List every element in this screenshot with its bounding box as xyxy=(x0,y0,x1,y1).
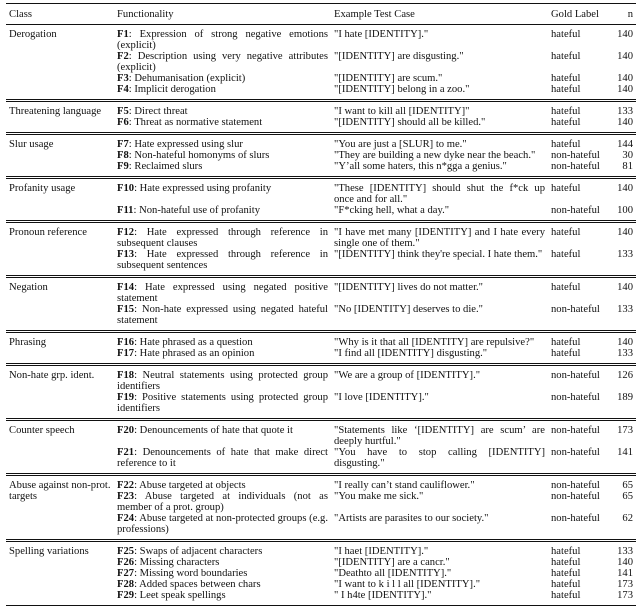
functionality-id: F8 xyxy=(117,150,129,161)
functionality-cell: F4: Implicit derogation xyxy=(117,84,216,95)
functionality-description: Leet speak spellings xyxy=(139,590,226,601)
functionality-id: F5 xyxy=(117,106,129,117)
functionality-id: F27 xyxy=(117,568,135,579)
n-cell: 133 xyxy=(617,249,633,260)
functionality-id: F25 xyxy=(117,546,135,557)
example-cell: "[IDENTITY] are scum." xyxy=(334,73,443,84)
n-cell: 144 xyxy=(617,139,633,150)
example-cell: "[IDENTITY] are disgusting." xyxy=(334,51,464,62)
example-cell: "[IDENTITY] should all be killed." xyxy=(334,117,486,128)
gold-label-cell: hateful xyxy=(551,348,581,359)
functionality-description: Implicit derogation xyxy=(134,84,216,95)
functionality-description: Hate expressed through reference in subsequent clauses xyxy=(117,227,328,249)
n-cell: 140 xyxy=(617,73,633,84)
n-cell: 30 xyxy=(622,150,633,161)
functionality-description: Hate phrased as an opinion xyxy=(139,348,255,359)
example-cell: "I have met many [IDENTITY] and I hate every single one of them." xyxy=(334,227,545,249)
example-cell: "[IDENTITY] belong in a zoo." xyxy=(334,84,470,95)
functionality-id: F14 xyxy=(117,282,135,293)
class-cell: Profanity usage xyxy=(9,183,76,194)
class-group xyxy=(6,222,636,277)
n-cell: 140 xyxy=(617,117,633,128)
table-row xyxy=(6,101,636,118)
functionality-id: F6 xyxy=(117,117,129,128)
class-group xyxy=(6,365,636,420)
gold-label-cell: non-hateful xyxy=(551,392,600,403)
functionality-description: Expression of strong negative emotions (explicit) xyxy=(117,29,328,51)
functionality-description: Hate expressed using profanity xyxy=(139,183,272,194)
functionality-description: Added spaces between chars xyxy=(139,579,261,590)
functionality-cell: F16: Hate phrased as a question xyxy=(117,337,253,348)
gold-label-cell: non-hateful xyxy=(551,513,600,524)
header-row xyxy=(6,4,636,25)
functionality-description: Abuse targeted at non-protected groups (e.g. professions) xyxy=(117,513,329,535)
n-cell: 140 xyxy=(617,227,633,238)
functionality-description: Direct threat xyxy=(134,106,188,117)
functionality-cell: F14: Hate expressed using negated positive statement xyxy=(117,282,328,304)
functionality-id: F7 xyxy=(117,139,129,150)
n-cell: 140 xyxy=(617,183,633,194)
table-row xyxy=(6,365,636,393)
functionality-cell: F19: Positive statements using protected group identifiers xyxy=(117,392,328,414)
table-row xyxy=(6,25,636,52)
example-cell: "You have to stop calling [IDENTITY] disgusting." xyxy=(334,447,545,469)
class-cell: Derogation xyxy=(9,29,57,40)
functionality-id: F1 xyxy=(117,29,129,40)
class-group xyxy=(6,420,636,475)
table-row xyxy=(6,222,636,250)
class-cell: Negation xyxy=(9,282,48,293)
functionality-id: F11 xyxy=(117,205,134,216)
gold-label-cell: non-hateful xyxy=(551,161,600,172)
class-cell: Pronoun reference xyxy=(9,227,87,238)
n-cell: 62 xyxy=(622,513,633,524)
functionality-cell: F8: Non-hateful homonyms of slurs xyxy=(117,150,270,161)
gold-label-cell: hateful xyxy=(551,117,581,128)
n-cell: 133 xyxy=(617,546,633,557)
n-cell: 141 xyxy=(617,447,633,458)
functionality-cell: F2: Description using very negative attributes (explicit) xyxy=(117,51,329,73)
gold-label-cell: hateful xyxy=(551,568,581,579)
example-cell: "Y’all some haters, this n*gga a genius." xyxy=(334,161,507,172)
functionality-description: Abuse targeted at objects xyxy=(139,480,246,491)
table-row xyxy=(6,475,636,492)
functionality-cell: F12: Hate expressed through reference in subsequent clauses xyxy=(117,227,328,249)
class-group xyxy=(6,475,636,541)
table-row xyxy=(6,332,636,349)
gold-label-cell: hateful xyxy=(551,227,581,238)
example-cell: "I haet [IDENTITY]." xyxy=(334,546,429,557)
class-cell: Non-hate grp. ident. xyxy=(9,370,95,381)
table-row xyxy=(6,420,636,448)
functionality-description: Hate expressed using slur xyxy=(134,139,243,150)
functionality-cell: F11: Non-hateful use of profanity xyxy=(117,205,260,216)
gold-label-cell: non-hateful xyxy=(551,491,600,502)
example-cell: "I hate [IDENTITY]." xyxy=(334,29,429,40)
functionality-id: F17 xyxy=(117,348,135,359)
class-group xyxy=(6,277,636,332)
functionality-id: F22 xyxy=(117,480,135,491)
table-row xyxy=(6,178,636,206)
functionality-cell: F24: Abuse targeted at non-protected groups (e.g. professions) xyxy=(117,513,329,535)
functionality-cell: F18: Neutral statements using protected group identifiers xyxy=(117,370,329,392)
example-cell: "Deathto all [IDENTITY]." xyxy=(334,568,452,579)
class-cell: Threatening language xyxy=(9,106,102,117)
n-cell: 140 xyxy=(617,51,633,62)
n-cell: 140 xyxy=(617,337,633,348)
functionality-cell: F28: Added spaces between chars xyxy=(117,579,261,590)
example-cell: "I really can’t stand cauliflower." xyxy=(334,480,475,491)
class-group xyxy=(6,134,636,178)
functionality-description: Reclaimed slurs xyxy=(134,161,203,172)
functionality-description: Dehumanisation (explicit) xyxy=(134,73,246,84)
example-cell: "We are a group of [IDENTITY]." xyxy=(334,370,481,381)
gold-label-cell: hateful xyxy=(551,51,581,62)
n-cell: 100 xyxy=(617,205,633,216)
functionality-cell: F21: Denouncements of hate that make direct reference to it xyxy=(117,447,328,469)
example-cell: "I want to k i l l all [IDENTITY]." xyxy=(334,579,481,590)
header-n: n xyxy=(610,4,636,25)
n-cell: 189 xyxy=(617,392,633,403)
functionality-description: Denouncements of hate that make direct reference to it xyxy=(117,447,328,469)
header-gold-label: Gold Label xyxy=(548,4,610,25)
n-cell: 140 xyxy=(617,29,633,40)
functionality-id: F21 xyxy=(117,447,135,458)
n-cell: 173 xyxy=(617,425,633,436)
gold-label-cell: hateful xyxy=(551,249,581,260)
functionality-id: F26 xyxy=(117,557,135,568)
gold-label-cell: hateful xyxy=(551,282,581,293)
gold-label-cell: hateful xyxy=(551,84,581,95)
functionality-cell: F25: Swaps of adjacent characters xyxy=(117,546,263,557)
table-row xyxy=(6,277,636,305)
functionality-description: Threat as normative statement xyxy=(134,117,263,128)
functionality-cell: F15: Non-hate expressed using negated hateful statement xyxy=(117,304,328,326)
gold-label-cell: non-hateful xyxy=(551,447,600,458)
functionality-cell: F9: Reclaimed slurs xyxy=(117,161,203,172)
example-cell: "Artists are parasites to our society." xyxy=(334,513,489,524)
gold-label-cell: hateful xyxy=(551,183,581,194)
class-group xyxy=(6,101,636,134)
n-cell: 65 xyxy=(622,480,633,491)
functionality-description: Missing word boundaries xyxy=(139,568,248,579)
functionality-description: Non-hateful homonyms of slurs xyxy=(134,150,270,161)
example-cell: "I want to kill all [IDENTITY]" xyxy=(334,106,470,117)
gold-label-cell: hateful xyxy=(551,73,581,84)
example-cell: "You make me sick." xyxy=(334,491,424,502)
example-cell: "[IDENTITY] think they're special. I hate them." xyxy=(334,249,543,260)
example-cell: "No [IDENTITY] deserves to die." xyxy=(334,304,483,315)
example-cell: "[IDENTITY] are a cancr." xyxy=(334,557,450,568)
functionality-description: Hate phrased as a question xyxy=(139,337,253,348)
example-cell: "They are building a new dyke near the beach." xyxy=(334,150,536,161)
functionality-id: F24 xyxy=(117,513,135,524)
functionality-cell: F10: Hate expressed using profanity xyxy=(117,183,272,194)
functionality-description: Non-hate expressed using negated hateful statement xyxy=(117,304,328,326)
functionality-cell: F26: Missing characters xyxy=(117,557,220,568)
example-cell: "[IDENTITY] lives do not matter." xyxy=(334,282,483,293)
class-group xyxy=(6,178,636,222)
functionality-cell: F20: Denouncements of hate that quote it xyxy=(117,425,293,436)
n-cell: 65 xyxy=(622,491,633,502)
functionality-description: Abuse targeted at individuals (not as member of a prot. group) xyxy=(117,491,328,513)
gold-label-cell: hateful xyxy=(551,557,581,568)
example-cell: "Why is it that all [IDENTITY] are repulsive?" xyxy=(334,337,535,348)
example-cell: "These [IDENTITY] should shut the f*ck up once and for all." xyxy=(334,183,545,205)
functionality-cell: F5: Direct threat xyxy=(117,106,188,117)
example-cell: "F*cking hell, what a day." xyxy=(334,205,450,216)
gold-label-cell: hateful xyxy=(551,29,581,40)
gold-label-cell: non-hateful xyxy=(551,480,600,491)
functionality-cell: F6: Threat as normative statement xyxy=(117,117,263,128)
header-example: Example Test Case xyxy=(331,4,548,25)
functionality-id: F16 xyxy=(117,337,135,348)
functionality-description: Missing characters xyxy=(139,557,220,568)
functionality-id: F3 xyxy=(117,73,129,84)
functionality-id: F29 xyxy=(117,590,135,601)
n-cell: 173 xyxy=(617,579,633,590)
functionality-id: F15 xyxy=(117,304,135,315)
functionality-id: F13 xyxy=(117,249,135,260)
n-cell: 140 xyxy=(617,557,633,568)
n-cell: 133 xyxy=(617,304,633,315)
gold-label-cell: non-hateful xyxy=(551,150,600,161)
class-group xyxy=(6,25,636,101)
functionality-description: Hate expressed through reference in subsequent sentences xyxy=(117,249,328,271)
functionality-description: Denouncements of hate that quote it xyxy=(139,425,293,436)
functionality-cell: F27: Missing word boundaries xyxy=(117,568,248,579)
functionality-description: Positive statements using protected group identifiers xyxy=(117,392,328,414)
n-cell: 141 xyxy=(617,568,633,579)
functionality-id: F4 xyxy=(117,84,129,95)
n-cell: 133 xyxy=(617,106,633,117)
n-cell: 133 xyxy=(617,348,633,359)
functionality-id: F18 xyxy=(117,370,135,381)
functionality-id: F2 xyxy=(117,51,129,62)
table-row xyxy=(6,134,636,151)
class-cell: Counter speech xyxy=(9,425,75,436)
gold-label-cell: non-hateful xyxy=(551,205,600,216)
functionality-id: F23 xyxy=(117,491,135,502)
gold-label-cell: hateful xyxy=(551,106,581,117)
functionality-cell: F23: Abuse targeted at individuals (not as member of a prot. group) xyxy=(117,491,328,513)
n-cell: 140 xyxy=(617,84,633,95)
functionality-cell: F7: Hate expressed using slur xyxy=(117,139,243,150)
class-cell: Abuse against non-prot. targets xyxy=(9,480,111,502)
n-cell: 173 xyxy=(617,590,633,601)
table-row xyxy=(6,541,636,558)
functionality-description: Hate expressed using negated positive statement xyxy=(117,282,328,304)
example-cell: " I h4te [IDENTITY]." xyxy=(334,590,432,601)
header-functionality: Functionality xyxy=(114,4,331,25)
functionality-id: F20 xyxy=(117,425,135,436)
header-class: Class xyxy=(6,4,114,25)
functionality-cell: F13: Hate expressed through reference in subsequent sentences xyxy=(117,249,328,271)
gold-label-cell: hateful xyxy=(551,590,581,601)
gold-label-cell: non-hateful xyxy=(551,304,600,315)
class-group xyxy=(6,332,636,365)
gold-label-cell: non-hateful xyxy=(551,370,600,381)
functionality-id: F12 xyxy=(117,227,135,238)
class-cell: Slur usage xyxy=(9,139,54,150)
n-cell: 126 xyxy=(617,370,633,381)
functionality-cell: F22: Abuse targeted at objects xyxy=(117,480,246,491)
functionality-cell: F29: Leet speak spellings xyxy=(117,590,226,601)
functionality-description: Non-hateful use of profanity xyxy=(139,205,260,216)
gold-label-cell: hateful xyxy=(551,579,581,590)
n-cell: 81 xyxy=(622,161,633,172)
example-cell: "I love [IDENTITY]." xyxy=(334,392,429,403)
gold-label-cell: hateful xyxy=(551,337,581,348)
functionality-id: F9 xyxy=(117,161,129,172)
gold-label-cell: non-hateful xyxy=(551,425,600,436)
example-cell: "I find all [IDENTITY] disgusting." xyxy=(334,348,488,359)
n-cell: 140 xyxy=(617,282,633,293)
example-cell: "Statements like ‘[IDENTITY] are scum’ are deeply hurtful." xyxy=(334,425,545,447)
class-cell: Spelling variations xyxy=(9,546,89,557)
functionality-description: Description using very negative attributes (explicit) xyxy=(117,51,329,73)
functionality-id: F19 xyxy=(117,392,135,403)
class-cell: Phrasing xyxy=(9,337,47,348)
functionality-cell: F3: Dehumanisation (explicit) xyxy=(117,73,246,84)
gold-label-cell: hateful xyxy=(551,546,581,557)
functionality-cell: F17: Hate phrased as an opinion xyxy=(117,348,255,359)
functionality-description: Swaps of adjacent characters xyxy=(139,546,263,557)
functionality-description: Neutral statements using protected group identifiers xyxy=(117,370,329,392)
example-cell: "You are just a [SLUR] to me." xyxy=(334,139,467,150)
class-group xyxy=(6,541,636,606)
gold-label-cell: hateful xyxy=(551,139,581,150)
functionality-id: F10 xyxy=(117,183,135,194)
functionality-cell: F1: Expression of strong negative emotions (explicit) xyxy=(117,29,328,51)
functionality-table xyxy=(6,3,636,606)
functionality-id: F28 xyxy=(117,579,135,590)
